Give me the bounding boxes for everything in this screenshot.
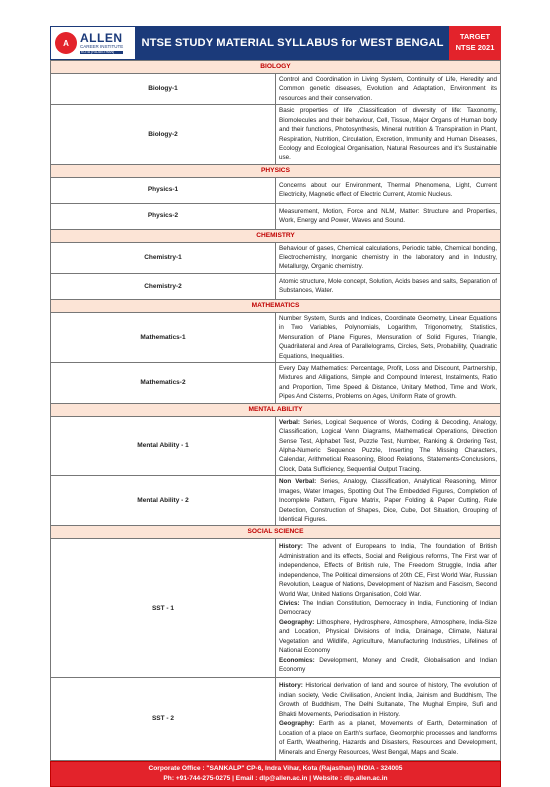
section-biology: BIOLOGY xyxy=(51,61,501,74)
row-label: SST - 2 xyxy=(51,678,276,761)
allen-logo xyxy=(50,26,136,60)
section-physics: PHYSICS xyxy=(51,164,501,177)
syllabus-sheet xyxy=(50,26,501,787)
row-label: Physics-1 xyxy=(51,177,276,203)
table-row xyxy=(51,416,501,476)
row-label: Chemistry-2 xyxy=(51,273,276,299)
table-row xyxy=(51,363,501,404)
verbal-topics: Series, Logical Sequence of Words, Coding & Decoding, Analogy, Classification, Logical Venn Diagrams, Mathematical Operations, Direction Sense Test, Alphabet Test, Puzzle Test, Number, Ranking & Ordering Test, Alpha-Numeric Sequence Puzzle, Inserting The Missing Characters, Calendar, Arithmetical Reasoning, Blood Relations, Statements-Conclusions, Clock, Data Sufficiency, Sequential Output Tracing. xyxy=(279,418,497,473)
row-label: Mathematics-1 xyxy=(51,312,276,362)
footer-contact: Ph: +91-744-275-0275 | Email : dlp@allen.ac.in | Website : dlp.allen.ac.in xyxy=(163,775,388,783)
economics-topics: Development, Money and Credit, Globalisation and Indian Economy xyxy=(279,656,497,674)
logo-tagline: KOTA (RAJASTHAN) xyxy=(80,51,123,55)
logo-subtitle: CAREER INSTITUTE xyxy=(80,44,124,49)
logo-name: ALLEN xyxy=(80,31,123,45)
row-label: Mathematics-2 xyxy=(51,363,276,404)
history-heading: History: xyxy=(279,682,303,690)
economics-heading: Economics: xyxy=(279,656,315,664)
table-row xyxy=(51,105,501,165)
row-label: Biology-1 xyxy=(51,73,276,104)
row-text xyxy=(276,678,501,761)
geography-topics: Earth as a planet, Movements of Earth, Determination of Location of a place on Earth's surface, Geomorphic processes and landforms of Earth, Weathering, Hazards and Disasters, Resources and Development, Minerals and Energy Resources, West Bengal, Maps and Scale. xyxy=(279,720,497,756)
target-label: TARGET xyxy=(459,32,491,42)
row-label: Biology-2 xyxy=(51,105,276,165)
civics-topics: The Indian Constitution, Democracy in India, Functioning of Indian Democracy xyxy=(279,599,497,617)
row-text: Concerns about our Environment, Thermal Phenomena, Light, Current Electricity, Magnetic effect of Electric Current, Atomic Nucleus. xyxy=(276,177,501,203)
row-text xyxy=(276,476,501,526)
target-exam: NTSE 2021 xyxy=(455,43,495,52)
row-text: Number System, Surds and Indices, Coordinate Geometry, Linear Equations in Two Variables, Polynomials, Logarithm, Trigonometry, Statistics, Mensuration of Plane Figures, Mensuration of Solid Figures, Triangle, Quadrilateral and Area of Parallelograms, Circles, Sets, Probability, Quadratic Equations, Inequalities. xyxy=(276,312,501,362)
geography-topics: Lithosphere, Hydrosphere, Atmosphere, Atmosphere, India-Size and Location, Physical Divisions of India, Drainage, Climate, Natural Vegetation and Wildlife, Agriculture, Manufacturing Industries, Lifelines of National Economy xyxy=(279,618,497,655)
table-row xyxy=(51,242,501,273)
row-text: Basic properties of life ,Classification of diversity of life: Taxonomy, Biomolecules and their behaviour, Cell, Tissue, Major Organs of Human body and their functions, Photosynthesis, Mineral nutrition & Transpiration in Plant, Respiration, Nutrition, Circulation, Excretion, Immunity and Human Diseases, Ecology and Ecological Organisation, Natural Resources and it's Sustainable use. xyxy=(276,105,501,165)
history-heading: History: xyxy=(279,543,303,551)
row-label: SST - 1 xyxy=(51,539,276,678)
history-topics: Historical derivation of land and source of history, The evolution of indian society, Vedic Civilisation, Ancient India, Jainism and Buddhism, The Growth of Buddhism, The Delhi Sultanate, The Mughal Empire, Sufi and Bhakti Movements, Periodisation in History. xyxy=(279,682,497,718)
table-row xyxy=(51,312,501,362)
table-row xyxy=(51,73,501,104)
non-verbal-heading: Non Verbal: xyxy=(279,478,317,486)
row-label: Chemistry-1 xyxy=(51,242,276,273)
syllabus-table xyxy=(50,60,501,761)
row-text xyxy=(276,539,501,678)
row-label: Physics-2 xyxy=(51,203,276,229)
row-label: Mental Ability - 2 xyxy=(51,476,276,526)
table-row xyxy=(51,476,501,526)
row-label: Mental Ability - 1 xyxy=(51,416,276,476)
row-text xyxy=(276,416,501,476)
row-text: Measurement, Motion, Force and NLM, Matter: Structure and Properties, Work, Energy and Power, Waves and Sound. xyxy=(276,203,501,229)
section-social-science: SOCIAL SCIENCE xyxy=(51,526,501,539)
geography-heading: Geography: xyxy=(279,618,315,626)
civics-heading: Civics: xyxy=(279,599,300,607)
page-title: NTSE STUDY MATERIAL SYLLABUS for WEST BENGAL xyxy=(141,37,444,49)
row-text: Control and Coordination in Living System, Continuity of Life, Heredity and Common genetic diseases, Evolution and Adaptation, Environment its resources and their conservation. xyxy=(276,73,501,104)
footer xyxy=(50,761,501,787)
target-badge xyxy=(449,26,501,60)
history-topics: The advent of Europeans to India, The foundation of British Administration and its effects, Social and Religious reforms, The First war of independence, Effects of British rule, The Freedom Struggle, India after independence, The Political dimensions of 20th CE, First World War, Russian Revolution, League of Nations, Development of Nazism and Fascism, Second World War, United Nations Organisation, Cold War. xyxy=(279,543,497,598)
row-text: Every Day Mathematics: Percentage, Profit, Loss and Discount, Partnership, Mixtures and Alligations, Simple and Compound Interest, Instalments, Ratio and Proportion, Time Speed & Distance, Unitary Method, Time and Work, Pipes And Cisterns, Problems on Ages, Uniform Rate of growth. xyxy=(276,363,501,404)
table-row xyxy=(51,177,501,203)
table-row xyxy=(51,678,501,761)
verbal-heading: Verbal: xyxy=(279,418,300,426)
geography-heading: Geography: xyxy=(279,720,315,728)
table-row xyxy=(51,203,501,229)
table-row xyxy=(51,539,501,678)
non-verbal-topics: Series, Analogy, Classification, Analytical Reasoning, Mirror Images, Water Images, Spotting Out The Embedded Figures, Completion of Incomplete Pattern, Figure Matrix, Paper Folding & Paper Cutting, Rule Detection, Construction of Shapes, Dice, Cube, Dot Situation, Grouping of Identical Figures. xyxy=(279,478,497,524)
row-text: Atomic structure, Mole concept, Solution, Acids bases and salts, Separation of Substances, Water. xyxy=(276,273,501,299)
footer-address: Corporate Office : "SANKALP" CP-6, Indra Vihar, Kota (Rajasthan) INDIA - 324005 xyxy=(148,764,403,772)
allen-logo-icon: A xyxy=(55,32,77,54)
section-mental-ability: MENTAL ABILITY xyxy=(51,403,501,416)
table-row xyxy=(51,273,501,299)
section-chemistry: CHEMISTRY xyxy=(51,229,501,242)
section-mathematics: MATHEMATICS xyxy=(51,299,501,312)
header-bar xyxy=(50,26,501,60)
row-text: Behaviour of gases, Chemical calculations, Periodic table, Chemical bonding, Electrochemistry, Inorganic chemistry in the laboratory and in Industry, Metallurgy, Organic chemistry. xyxy=(276,242,501,273)
